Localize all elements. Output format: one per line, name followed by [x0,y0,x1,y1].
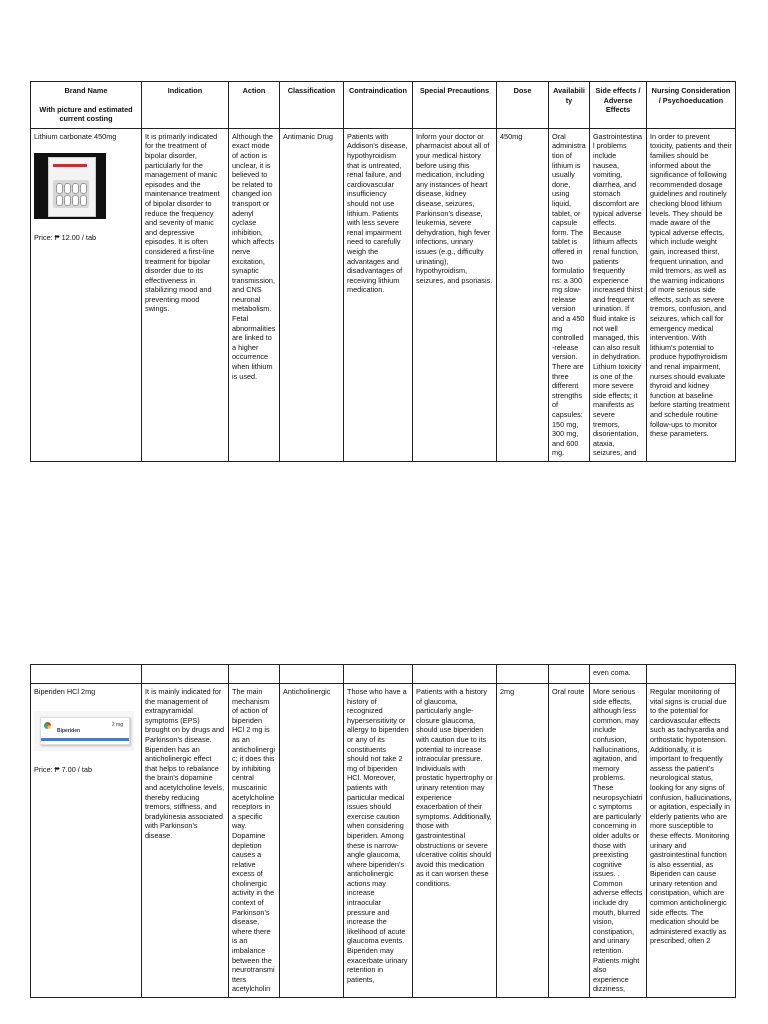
contraindication-cell: Those who have a history of recognized hypersensitivity or allergy to biperiden or any of its constituents should not take 2 mg of biperiden HCl. Moreover, patients with particular medical issues should exercise caution when considering biperiden. Among these is narrow-angle glaucoma, where biperiden's anticholinergic actions may increase intraocular pressure and increase the likelihood of acute glaucoma events. Biperiden may exacerbate urinary retention in patients, [344,684,413,998]
side-effects-cell: Gastrointestinal problems include nausea, vomiting, diarrhea, and stomach discomfort are typical adverse effects. Because lithium affects renal function, patients frequently experience increased thirst and frequent urination. If fluid intake is not well managed, this can also result in dehydration. Lithium toxicity is one of the more severe side effects; it manifests as severe tremors, disorientation, ataxia, seizures, and [590,128,647,461]
nursing-cell: In order to prevent toxicity, patients and their families should be informed about the significance of following recommended dosage guidelines and routinely checking blood lithium levels. They should be made aware of the typical adverse effects, which include weight gain, increased thirst, frequent urination, and mild tremors, as well as the warning indications of more serious side effects, such as severe tremors, confusion, and seizures, which call for emergency medical intervention. With lithium's potential to produce hypothyroidism and renal impairment, nurses should evaluate thyroid and kidney function at baseline before starting treatment and schedule routine follow-ups to monitor these parameters. [647,128,736,461]
header-dose: Dose [497,82,549,129]
brand-name: Biperiden HCl 2mg [34,687,96,696]
availability-cell: Oral administration of lithium is usually done, using liquid, tablet, or capsule form. The tablet is offered in two formulations: a 300 mg slow-release version and a 450 mg controlled-release version. There are three different strengths of capsules: 150 mg, 300 mg, and 600 mg. [549,128,590,461]
drug-table-page-2 [30,664,736,998]
brand-logo-icon [44,722,51,729]
precautions-cell: Patients with a history of glaucoma, particularly angle-closure glaucoma, should use biperiden with caution due to its potential to increase intraocular pressure. Individuals with prostatic hypertrophy or urinary retention may experience exacerbation of their symptoms. Additionally, those with gastrointestinal obstructions or severe ulcerative colitis should avoid this medication as it can worsen these conditions. [413,684,497,998]
brand-cell [31,684,142,998]
header-brand-sub: With picture and estimated current costing [39,104,133,124]
nursing-cell: Regular monitoring of vital signs is crucial due to the potential for cardiovascular effects such as tachycardia and orthostatic hypotension. Additionally, it is important to frequently assess the patient's neurological status, looking for any signs of confusion, hallucinations, or agitation, especially in elderly patients who are more susceptible to these effects. Monitoring urinary and gastrointestinal function is also essential, as Biperiden can cause urinary retention and constipation, which are common anticholinergic side effects. The medication should be administered exactly as prescribed, often 2 [647,684,736,998]
indication-cell: It is mainly indicated for the management of extrapyramidal symptoms (EPS) brought on by drugs and Parkinson's disease. Biperiden has an anticholinergic effect that helps to rebalance the brain's dopamine and acetylcholine levels, thereby reducing tremors, stiffness, and bradykinesia associated with Parkinson's disease. [142,684,229,998]
header-indication: Indication [142,82,229,129]
dose-cell: 450mg [497,128,549,461]
header-brand [31,82,142,129]
side-effects-continued: even coma. [590,665,647,684]
price-label: Price: ₱ 7.00 / tab [34,764,93,774]
drug-table-page-1 [30,81,736,462]
brand-cell [31,128,142,461]
table-header-row [31,82,736,129]
indication-cell: It is primarily indicated for the treatment of bipolar disorder, particularly for the management of manic episodes and the maintenance treatment of bipolar disorder to reduce the frequency and severity of manic and depressive episodes. It is often considered a first-line treatment for bipolar disorder due to its effectiveness in stabilizing mood and preventing mood swings. [142,128,229,461]
action-cell: The main mechanism of action of biperiden HCl 2 mg is as an anticholinergic; it does this by inhibiting central muscarinic acetylcholine receptors in a specific way. Dopamine depletion causes a relative excess of cholinergic activity in the context of Parkinson's disease, where there is an imbalance between the neurotransmitters acetylcholin [229,684,280,998]
dose-cell: 2mg [497,684,549,998]
header-action: Action [229,82,280,129]
continuation-row [31,665,736,684]
header-classification: Classification [280,82,344,129]
table-row [31,684,736,998]
table-row [31,128,736,461]
lithium-package-image [34,153,106,219]
price-label: Price: ₱ 12.00 / tab [34,233,97,243]
brand-name: Lithium carbonate 450mg [34,131,117,141]
header-precautions: Special Precautions [413,82,497,129]
header-availability: Availability [549,82,590,129]
contraindication-cell: Patients with Addison's disease, hypothyroidism that is untreated, renal failure, and cardiovascular insufficiency should not use lithium. Patients with less severe renal impairment need to carefully weigh the advantages and disadvantages of receiving lithium medication. [344,128,413,461]
header-nursing: Nursing Consideration / Psychoeducation [647,82,736,129]
side-effects-cell: More serious side effects, although less common, may include confusion, hallucinations, agitation, and memory problems. These neuropsychiatric symptoms are particularly concerning in older adults or those with preexisting cognitive issues. . Common adverse effects include dry mouth, blurred vision, constipation, and urinary retention. Patients might also experience dizziness, [590,684,647,998]
biperiden-package-image: Biperiden 2 mg [34,711,134,751]
header-side-effects: Side effects / Adverse Effects [590,82,647,129]
action-cell: Although the exact mode of action is unclear, it is believed to be related to changed ion transport or adenyl cyclase inhibition, which affects nerve excitation, synaptic transmission, and CNS neuronal metabolism. Fetal abnormalities are linked to a higher occurrence when lithium is used. [229,128,280,461]
classification-cell: Anticholinergic [280,684,344,998]
classification-cell: Antimanic Drug [280,128,344,461]
precautions-cell: Inform your doctor or pharmacist about all of your medical history before using this medication, including any instances of heart disease, kidney disease, seizures, Parkinson's disease, leukemia, severe dehydration, high fever infections, urinary issues (e.g., difficulty urinating), hypothyroidism, seizures, and psoriasis. [413,128,497,461]
header-brand-label: Brand Name [64,86,108,95]
availability-cell: Oral route [549,684,590,998]
header-contraindication: Contraindication [344,82,413,129]
